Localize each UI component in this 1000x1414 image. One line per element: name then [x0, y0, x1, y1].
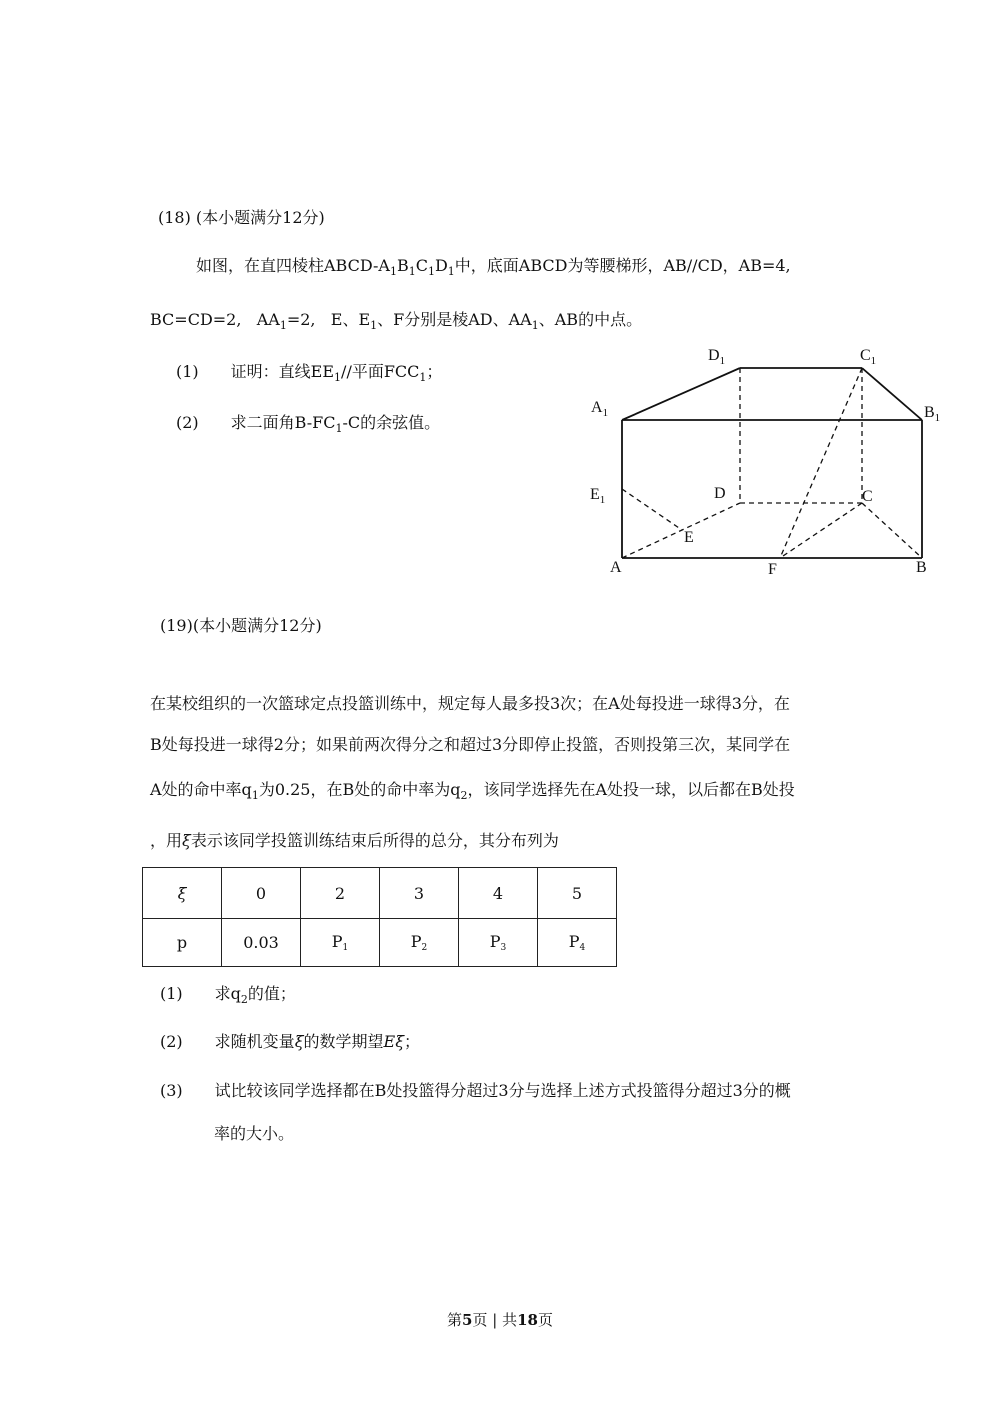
- q18-line2-c: =2,: [286, 310, 316, 329]
- q19-part2-num: (2): [160, 1032, 183, 1051]
- q19-para3-b: 为0.25，在B处的命中率为q: [258, 780, 461, 799]
- q18-part2: [176, 413, 440, 439]
- q19-para4: [150, 831, 559, 851]
- vertex-labels: [590, 347, 940, 578]
- q19-part3-num: (3): [160, 1081, 183, 1100]
- q19-part3-a: 试比较该同学选择都在B处投篮得分超过3分与选择上述方式投篮得分超过3分的概: [214, 1081, 791, 1100]
- table-cell: [301, 919, 380, 967]
- sub: 1: [335, 422, 343, 435]
- xi-symbol: ξ: [395, 1032, 405, 1051]
- q18-part1-b: //平面FCC: [341, 362, 420, 381]
- table-cell: ξ: [143, 868, 222, 919]
- expectation-e: E: [383, 1032, 396, 1051]
- distribution-table: [142, 867, 617, 967]
- label-c: C: [862, 488, 873, 505]
- q18-intro: [196, 256, 791, 282]
- q19-part1-a: 求q: [214, 984, 241, 1003]
- label-e: E: [684, 529, 694, 546]
- q19-para1: 在某校组织的一次篮球定点投篮训练中，规定每人最多投3次；在A处每投进一球得3分，在: [150, 694, 790, 713]
- q19-part1-b: 的值；: [247, 984, 296, 1003]
- label-b1: $B_1$: [924, 404, 941, 424]
- q18-part1: [176, 362, 442, 388]
- table-cell: 2: [301, 868, 380, 919]
- edge-cb: [862, 503, 922, 558]
- q19-para4-a: ，用: [150, 831, 183, 850]
- table-cell: 0.03: [222, 919, 301, 967]
- q18-part1-c: ；: [426, 362, 443, 381]
- sub: 1: [427, 265, 435, 278]
- q19-part2: [160, 1032, 420, 1052]
- q18-intro-c: C: [415, 256, 428, 275]
- table-cell: 3: [380, 868, 459, 919]
- sub: 2: [460, 789, 468, 802]
- p-sub: 4: [579, 943, 586, 953]
- q19-para2: B处每投进一球得2分；如果前两次得分之和超过3分即停止投篮，否则投第三次，某同学在: [150, 735, 791, 754]
- page-footer: [0, 1310, 1000, 1330]
- table-cell: 5: [538, 868, 617, 919]
- sub: 1: [334, 371, 342, 384]
- sub: 1: [279, 319, 287, 332]
- label-b: B: [916, 559, 927, 576]
- hidden-edges: [622, 368, 922, 558]
- xi-symbol: ξ: [294, 1032, 304, 1051]
- page-number: 5: [462, 1311, 473, 1329]
- sub: 1: [447, 265, 455, 278]
- label-e1: $E_1$: [590, 486, 606, 506]
- q19-part2-a: 求随机变量: [214, 1032, 295, 1051]
- p-sub: 3: [500, 943, 507, 953]
- footer-a: 第: [447, 1311, 463, 1329]
- p-sub: 1: [342, 943, 349, 953]
- edge-ad: [622, 503, 740, 558]
- q19-para3-c: ，该同学选择先在A处投一球，以后都在B处投: [467, 780, 795, 799]
- table-row: [143, 868, 617, 919]
- q18-part2-b: -C的余弦值。: [342, 413, 441, 432]
- sub: 1: [389, 265, 397, 278]
- solid-edges: [622, 368, 922, 558]
- q19-header: (19)(本小题满分12分): [160, 616, 322, 635]
- q19-part3-cont: 率的大小。: [214, 1124, 295, 1143]
- sub: 1: [251, 789, 259, 802]
- q18-line2-d: E、E: [330, 310, 371, 329]
- q18-line2-f: 、AB的中点。: [538, 310, 643, 329]
- sub: 1: [419, 371, 427, 384]
- table-cell: p: [143, 919, 222, 967]
- p-letter: P: [331, 932, 343, 951]
- q18-part2-a: 求二面角B-FC: [230, 413, 336, 432]
- q18-line2-e: 、F分别是棱AD、AA: [377, 310, 532, 329]
- prism-figure: [580, 340, 960, 580]
- label-d1: $D_1$: [708, 347, 726, 367]
- q18-part1-num: (1): [176, 362, 199, 381]
- segment-cf: [780, 503, 862, 558]
- p-letter: P: [568, 932, 580, 951]
- q18-intro-d: D: [434, 256, 448, 275]
- q18-part1-a: 证明：直线EE: [230, 362, 335, 381]
- label-a: A: [610, 559, 622, 576]
- footer-c: 页: [537, 1311, 553, 1329]
- q19-part3: [160, 1081, 791, 1101]
- table-cell: [538, 919, 617, 967]
- table-row: [143, 919, 617, 967]
- segment-c1f: [780, 368, 862, 558]
- table-cell: [459, 919, 538, 967]
- q19-para4-b: 表示该同学投篮训练结束后所得的总分，其分布列为: [190, 831, 559, 850]
- label-d: D: [714, 485, 726, 502]
- q19-para3-a: A处的命中率q: [150, 780, 252, 799]
- q18-part2-num: (2): [176, 413, 199, 432]
- table-cell: 0: [222, 868, 301, 919]
- q19-part1: [160, 984, 296, 1010]
- sub: 1: [370, 319, 378, 332]
- q18-intro-a: 如图，在直四棱柱ABCD-A: [196, 256, 390, 275]
- label-a1: $A_1$: [591, 399, 609, 419]
- sub: 1: [408, 265, 416, 278]
- q19-part2-d: ；: [404, 1032, 421, 1051]
- q18-intro-b: B: [396, 256, 409, 275]
- sub: 1: [531, 319, 539, 332]
- q19-para3: [150, 780, 795, 806]
- xi-symbol: ξ: [182, 831, 191, 850]
- p-letter: P: [410, 932, 422, 951]
- label-f: F: [768, 561, 777, 578]
- q18-line2-b: AA: [256, 310, 280, 329]
- sub: 2: [240, 993, 248, 1006]
- q18-header: (18) (本小题满分12分): [158, 208, 325, 227]
- label-c1: $C_1$: [860, 347, 877, 367]
- p-letter: P: [489, 932, 501, 951]
- table-cell: [380, 919, 459, 967]
- q19-part2-b: 的数学期望: [303, 1032, 384, 1051]
- q18-line2-a: BC=CD=2,: [150, 310, 242, 329]
- q18-intro-e: 中，底面ABCD为等腰梯形，AB//CD，AB=4,: [454, 256, 791, 275]
- edge-c1b1: [862, 368, 922, 420]
- q18-conditions: [150, 310, 642, 336]
- q19-part1-num: (1): [160, 984, 183, 1003]
- table-cell: 4: [459, 868, 538, 919]
- page-total: 18: [517, 1311, 538, 1329]
- segment-e1e: [622, 489, 682, 530]
- edge-a1d1: [622, 368, 740, 420]
- footer-b: 页 | 共: [472, 1311, 518, 1329]
- p-sub: 2: [421, 943, 428, 953]
